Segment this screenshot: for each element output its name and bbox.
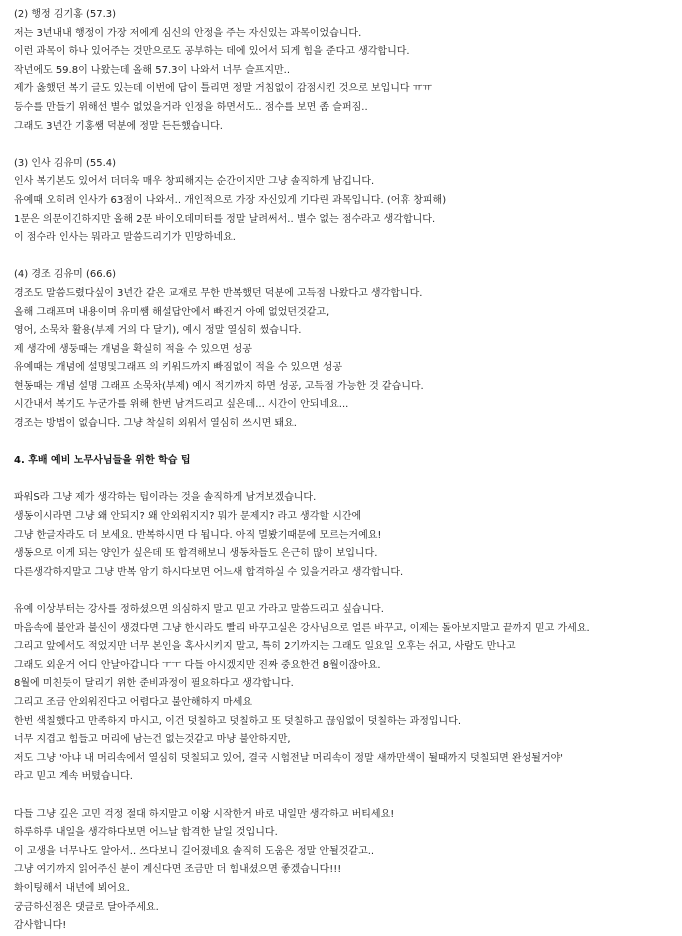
paragraph-line: 유예 이상부터는 강사를 정하셨으면 의심하지 말고 믿고 가라고 말씀드리고 싶습니다. bbox=[14, 604, 384, 615]
section-gyeongjo bbox=[14, 266, 672, 433]
paragraph-line: 경조도 말씀드렸다싶이 3년간 같은 교재로 무한 반복했던 덕분에 고득점 나왔다고 생각합니다. bbox=[14, 287, 423, 299]
paragraph-line: 그래도 3년간 기홍쌤 덕분에 정말 든든했습니다. bbox=[14, 120, 223, 132]
paragraph-line: 그냥 여기까지 읽어주신 분이 계신다면 조금만 더 힘내셨으면 좋겠습니다!!! bbox=[14, 864, 342, 876]
tips-block-3 bbox=[14, 806, 672, 936]
paragraph-line: 저는 3년내내 행정이 가장 저에게 심신의 안정을 주는 자신있는 과목이었습니다. bbox=[14, 27, 362, 39]
paragraph-line: 1문은 의문이긴하지만 올해 2문 바이오데미터를 정말 날려써서.. 별수 없는 점수라고 생각합니다. bbox=[14, 213, 436, 225]
paragraph-line: 하루하루 내일을 생각하다보면 어느날 합격한 날일 것입니다. bbox=[14, 827, 278, 839]
paragraph-line: 화이팅해서 내년에 뵈어요. bbox=[14, 882, 130, 894]
paragraph-line: 현동때는 개념 설명 그래프 소묵차(부제) 예시 적기까지 하면 성공, 고득점 가능한 것 같습니다. bbox=[14, 380, 424, 392]
paragraph-line: 마음속에 불안과 불신이 생겼다면 그냥 한시라도 빨리 바꾸고실은 강사님으로 얼른 바꾸고, 이제는 돌아보지말고 끝까지 믿고 가세요. bbox=[14, 622, 590, 634]
paragraph-line: 경조는 방법이 없습니다. 그냥 착실히 외워서 열심히 쓰시면 돼요. bbox=[14, 418, 297, 430]
paragraph-line: 그래도 외운거 어디 안날아갑니다 ㅜㅜ 다들 아시겠지만 진짜 중요한건 8월이잖아요. bbox=[14, 659, 381, 671]
section-title: (2) 행정 김기홍 (57.3) bbox=[14, 9, 117, 20]
paragraph-line: 저도 그냥 '아냐 내 머리속에서 열심히 덧칠되고 있어, 결국 시험전날 머리속이 정말 새까만색이 될때까지 덧칠되면 완성될거야' bbox=[14, 752, 564, 764]
spacer bbox=[14, 582, 672, 601]
paragraph-line: 감사합니다! bbox=[14, 920, 67, 932]
paragraph-line: 제가 옳했던 복기 글도 있는데 이번에 답이 틀리면 정말 거침없이 감점시킨 것으로 보입니다 ㅠㅠ bbox=[14, 83, 433, 95]
paragraph-line: 그냥 한글자라도 더 보세요. 반복하시면 다 됩니다. 아직 멀봤기때문에 모르는거예요! bbox=[14, 529, 382, 541]
section-hangjeong bbox=[14, 6, 672, 136]
spacer bbox=[14, 434, 672, 453]
spacer bbox=[14, 248, 672, 267]
spacer bbox=[14, 471, 672, 490]
paragraph-line: 유예때는 개념에 설명및그래프 의 키워드까지 빠짐없이 적을 수 있으면 성공 bbox=[14, 362, 343, 374]
paragraph-line: 작년에도 59.8이 나왔는데 올해 57.3이 나와서 너무 슬프지만.. bbox=[14, 64, 290, 76]
paragraph-line: 제 생각에 생둥때는 개념을 확실히 적을 수 있으면 성공 bbox=[14, 343, 252, 355]
paragraph-line: 이 고생을 너무나도 알아서.. 쓰다보니 길어졌네요 솔직히 도움은 정말 안될것같고.. bbox=[14, 845, 375, 857]
tips-block-2 bbox=[14, 601, 672, 787]
section-title: (3) 인사 김유미 (55.4) bbox=[14, 157, 117, 169]
paragraph-line: 그리고 앞에서도 적었지만 너무 본인을 혹사시키지 말고, 특히 2기까지는 그래도 일요일 오후는 쉬고, 사람도 만나고 bbox=[14, 641, 516, 653]
paragraph-line: 8월에 미친듯이 달리기 위한 준비과정이 필요하다고 생각합니다. bbox=[14, 678, 294, 690]
paragraph-line: 이런 과목이 하나 있어주는 것만으로도 공부하는 데에 있어서 되게 힘을 준다고 생각합니다. bbox=[14, 46, 410, 58]
spacer bbox=[14, 136, 672, 155]
paragraph-line: 라고 믿고 계속 버텼습니다. bbox=[14, 771, 133, 783]
paragraph-line: 궁금하신점은 댓글로 달아주세요. bbox=[14, 901, 159, 913]
paragraph-line: 파워S라 그냥 제가 생각하는 팁이라는 것을 솔직하게 남겨보겠습니다. bbox=[14, 492, 317, 504]
paragraph-line: 생동으로 이게 되는 양인가 싶은데 또 합격해보니 생동차들도 은근히 많이 보입니다. bbox=[14, 548, 378, 560]
paragraph-line: 한번 색칠했다고 만족하지 마시고, 이건 덧칠하고 덧칠하고 또 덧칠하고 끊임없이 덧칠하는 과정입니다. bbox=[14, 715, 462, 727]
paragraph-line: 인사 복기본도 있어서 더더욱 매우 창피해지는 순간이지만 그냥 솔직하게 남깁니다. bbox=[14, 176, 375, 188]
paragraph-line: 너무 지겹고 힘들고 머리에 남는건 없는것같고 마냥 불안하지만, bbox=[14, 734, 291, 746]
tips-block-1 bbox=[14, 489, 672, 582]
section-title: (4) 경조 김유미 (66.6) bbox=[14, 269, 117, 281]
paragraph-line: 그리고 조금 안외워진다고 어렵다고 불안해하지 마세요 bbox=[14, 696, 253, 708]
paragraph-line: 다른생각하지말고 그냥 반복 암기 하시다보면 어느새 합격하실 수 있을거라고 생각합니다. bbox=[14, 566, 404, 578]
paragraph-line: 시간내서 복기도 누군가를 위해 한번 남겨드리고 싶은데... 시간이 안되네요... bbox=[14, 399, 349, 411]
paragraph-line: 등수를 만들기 위해선 별수 없었을거라 인정을 하면서도.. 점수를 보면 좀 슬퍼짐.. bbox=[14, 101, 368, 113]
paragraph-line: 다들 그냥 깊은 고민 걱정 절대 하지말고 이왕 시작한거 바로 내일만 생각하고 버티세요! bbox=[14, 808, 395, 820]
paragraph-line: 유예때 오히려 인사가 63점이 나와서.. 개인적으로 가장 자신있게 기다린 과목입니다. (어휴 창피해) bbox=[14, 194, 447, 206]
paragraph-line: 영어, 소묵차 활용(부제 거의 다 달기), 예시 정말 열심히 썼습니다. bbox=[14, 325, 302, 337]
paragraph-line: 이 점수라 인사는 뭐라고 말씀드리기가 민망하네요. bbox=[14, 232, 236, 244]
section-insa bbox=[14, 155, 672, 248]
tips-heading: 4. 후배 예비 노무사님들을 위한 학습 팁 bbox=[14, 455, 191, 467]
spacer bbox=[14, 787, 672, 806]
paragraph-line: 생동이시라면 그냥 왜 안되지? 왜 안외워지지? 뭐가 문제지? 라고 생각할 시간에 bbox=[14, 511, 362, 523]
paragraph-line: 올해 그래프며 내용이며 유미쌤 해설답안에서 빠진거 아예 없었던것같고, bbox=[14, 306, 330, 318]
